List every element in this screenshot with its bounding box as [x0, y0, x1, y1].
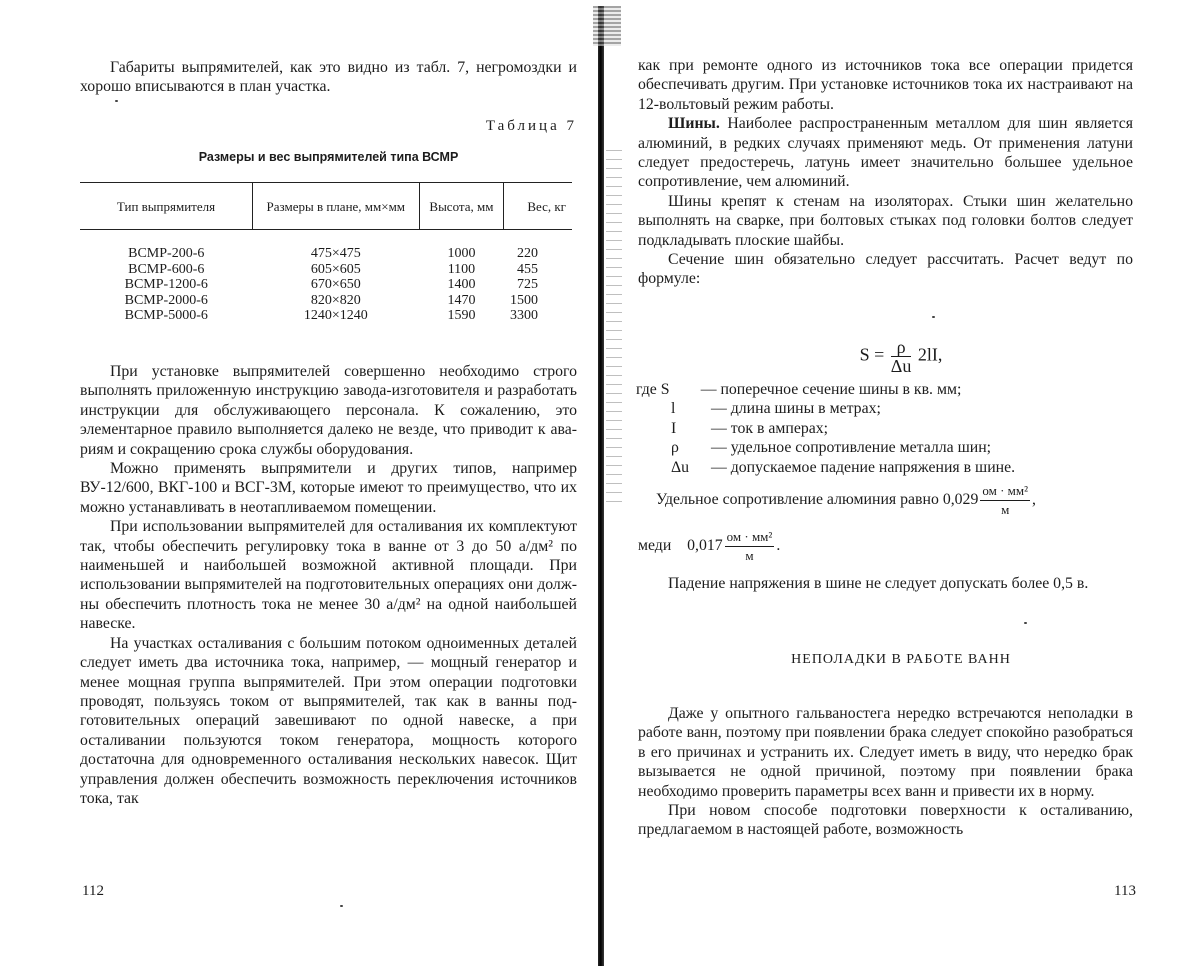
- paragraph: При использовании выпрямителей для осталивания их комплектуют так, чтобы обеспечить регулировку тока в ванне от 3 до 50 а/дм² по наименьшей и наибольшей возможной активной площади. При использовании выпрямителей на подготовительных операциях они должны обеспечить плотность тока не менее 30 а/дм² на одной наибольшей навеске.: [80, 518, 577, 633]
- cell-height: 1590: [447, 308, 476, 323]
- cell-weight: 725: [517, 277, 538, 292]
- page-number-left: 112: [82, 883, 104, 899]
- paragraph: как при ремонте одного из источников тока все операции придется обеспечивать другим. При установке источников тока их настраивают на 12-вольтовый режим работы.: [638, 57, 1133, 113]
- cell-type: ВСМР-600-6: [128, 261, 205, 277]
- right-bottom-text: [638, 704, 1133, 840]
- section-heading: НЕПОЛАДКИ В РАБОТЕ ВАНН: [791, 652, 1011, 667]
- cell-height: 1100: [447, 261, 476, 277]
- cell-type: ВСМР-1200-6: [124, 277, 208, 292]
- rectifier-table: [80, 182, 572, 324]
- cell-type: ВСМР-2000-6: [124, 292, 208, 308]
- paragraph: Даже у опытного гальваностега нередко встречаются неполадки в работе ванн, поэтому при появлении брака следует спокойно разобраться в его причинах и устранить их. Следует иметь в виду, что нередко брак вызывается не одной причиной, поэтому при появлении брака необходимо проверить параметры всех ванн и привести их в норму.: [638, 705, 1133, 800]
- scan-speck: [340, 905, 343, 907]
- cell-weight: 1500: [510, 292, 538, 308]
- header-size: Размеры в плане, мм×мм: [253, 183, 420, 230]
- cell-height: 1400: [447, 277, 476, 292]
- cell-type: ВСМР-5000-6: [124, 308, 208, 323]
- cell-weight: 3300: [510, 308, 538, 323]
- paragraph: Шины крепят к стенам на изоляторах. Стыки шин желательно выполнять на сварке, при болтовых стыках под головки болтов следует подкладывать плоские шайбы.: [638, 192, 1133, 249]
- copper-resistivity: меди 0,017 $\frac{\text{ом · мм²}}{м}$ .: [638, 529, 781, 563]
- page-number-right: 113: [1114, 883, 1136, 899]
- scan-speck: [932, 316, 935, 318]
- cell-height: 1000: [447, 246, 476, 261]
- header-height: Высота, мм: [419, 183, 504, 230]
- left-body-text: [80, 362, 577, 808]
- left-page: [0, 0, 598, 973]
- right-page: [602, 0, 1200, 973]
- voltage-drop-text: [638, 574, 1133, 593]
- cell-weight: 455: [517, 261, 538, 277]
- scan-speck: [1024, 622, 1027, 624]
- cell-weight: 220: [517, 246, 538, 261]
- paragraph: Падение напряжения в шине не следует допускать более 0,5 в.: [668, 575, 1089, 592]
- cell-height: 1470: [447, 292, 476, 308]
- bus-paragraph: Шины. Наиболее распространенным металлом для шин является алюминий, в редких случаях применяют медь. От применения латуни следует предостеречь, латунь имеет значительно большее удельное сопротивление, чем алюминий.: [638, 115, 1133, 191]
- paragraph: При установке выпрямителей совершенно необходимо строго выполнять приложенную инструкцию завода-изготовителя и разработать инструкции для обслуживающего персонала. К сожалению, это элементарное правило выполняется далеко не везде, что приводит к авариям и сокращению срока службы оборудования.: [80, 363, 577, 458]
- table-header-row: [80, 183, 572, 230]
- formula-fraction: $\frac{\rho}{\Delta u}$: [890, 337, 912, 376]
- paragraph: При новом способе подготовки поверхности к осталиванию, предлагаемом в настоящей работе, возможность: [638, 802, 1133, 839]
- cell-size: 670×650: [310, 277, 361, 292]
- copper-unit: $\frac{\text{ом · мм²}}{м}$: [726, 529, 773, 563]
- resistivity-unit: $\frac{\text{ом · мм²}}{м}$: [982, 483, 1029, 517]
- table-row: [80, 262, 572, 278]
- cell-size: 605×605: [310, 261, 361, 277]
- intro-paragraph: Габариты выпрямителей, как это видно из табл. 7, негромоздки и хорошо вписываются в план участка.: [80, 59, 577, 96]
- definition-row: где S — поперечное сечение шины в кв. мм;: [636, 381, 962, 398]
- scan-speck: [115, 100, 118, 102]
- table-row: [80, 230, 572, 262]
- aluminium-resistivity: Удельное сопротивление алюминия равно 0,029 $\frac{\text{ом · мм²}}{м}$ ,: [656, 483, 1036, 517]
- cell-size: 820×820: [310, 292, 361, 308]
- table-caption: Размеры и вес выпрямителей типа ВСМР: [198, 150, 459, 164]
- table-row: [80, 277, 572, 293]
- bus-heading: Шины.: [668, 115, 720, 133]
- definition-row: I — ток в амперах;: [671, 419, 829, 437]
- paragraph: Сечение шин обязательно следует рассчитать. Расчет ведут по формуле:: [638, 251, 1133, 288]
- cell-size: 475×475: [310, 246, 361, 261]
- definition-row: Δu — допускаемое падение напряжения в шине.: [671, 458, 1016, 476]
- paragraph: Можно применять выпрямители и других типов, например ВУ-12/600, ВКГ-100 и ВСГ-3М, которые имеют то преимущество, что их можно устанавливать в неотапливаемом помещении.: [80, 460, 577, 516]
- bus-section-formula: S = $\frac{\rho}{\Delta u}$ 2lI,: [859, 337, 943, 376]
- cell-type: ВСМР-200-6: [128, 246, 205, 261]
- formula-definitions: [636, 380, 1136, 477]
- header-weight: Вес, кг: [504, 183, 572, 230]
- definition-row: l — длина шины в метрах;: [671, 400, 881, 418]
- table-label: Таблица 7: [485, 118, 577, 134]
- paragraph: На участках осталивания с большим потоком одноименных деталей следует иметь два источника тока, например, — мощный генератор и менее мощная группа выпрямителей. При этом операции подготовки проводят, пользуясь током от выпрямителей, так как в ванны подготовительных операций завешивают по одной навеске, а при осталивании пользуются током генератора, мощность которого достаточна для одновременного осталивания нескольких навесок. Щит управления должен обеспечить возможность переключения источников тока, так: [80, 634, 577, 807]
- cell-size: 1240×1240: [303, 308, 368, 323]
- table-row: [80, 308, 572, 324]
- table-row: [80, 293, 572, 309]
- definition-row: ρ — удельное сопротивление металла шин;: [671, 439, 992, 457]
- right-top-text: [638, 56, 1133, 289]
- header-type: Тип выпрямителя: [80, 183, 253, 230]
